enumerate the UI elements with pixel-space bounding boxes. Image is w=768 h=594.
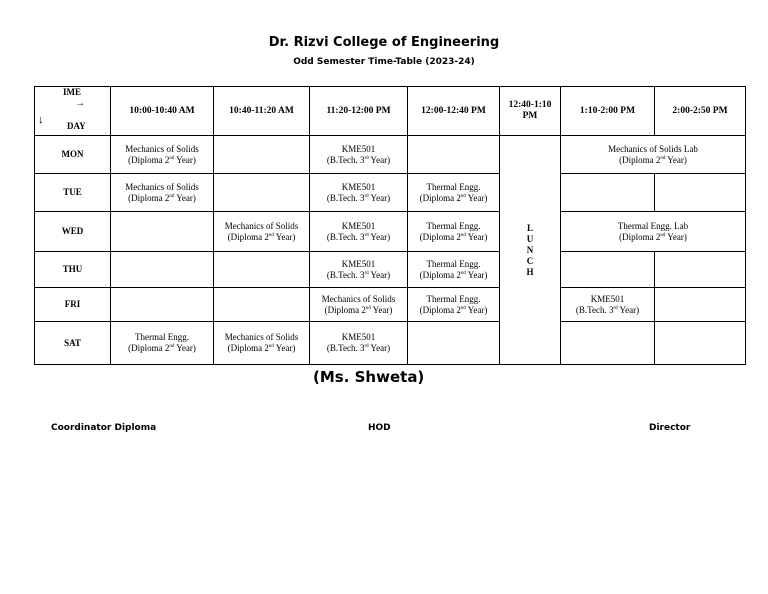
schedule-cell: Thermal Engg. (Diploma 2nd Year) [111, 322, 214, 365]
right-arrow-icon: → [75, 98, 85, 109]
director-signature-label: Director [649, 423, 691, 433]
lab-cell: Thermal Engg. Lab (Diploma 2nd Year) [561, 212, 746, 252]
day-label: THU [35, 252, 111, 288]
table-row [35, 322, 746, 365]
slot-header: 1:10-2:00 PM [561, 87, 655, 136]
empty-cell [655, 322, 746, 365]
slot-header: 12:00-12:40 PM [408, 87, 500, 136]
schedule-cell: KME501 (B.Tech. 3rd Year) [561, 288, 655, 322]
schedule-cell: Thermal Engg. (Diploma 2nd Year) [408, 288, 500, 322]
schedule-cell: Mechanics of Solids (Diploma 2nd Year) [111, 136, 214, 174]
empty-cell [111, 212, 214, 252]
coordinator-signature-label: Coordinator Diploma [51, 423, 157, 433]
schedule-cell: Mechanics of Solids (Diploma 2nd Year) [111, 174, 214, 212]
empty-cell [561, 252, 655, 288]
lab-cell: Mechanics of Solids Lab (Diploma 2nd Year) [561, 136, 746, 174]
hod-signature-label: HOD [368, 423, 391, 433]
day-label: FRI [35, 288, 111, 322]
corner-cell [35, 87, 111, 136]
slot-header: 12:40-1:10 PM [500, 87, 561, 136]
empty-cell [214, 136, 310, 174]
slot-header: 10:00-10:40 AM [111, 87, 214, 136]
empty-cell [214, 174, 310, 212]
schedule-cell: KME501 (B.Tech. 3rd Year) [310, 322, 408, 365]
table-row [35, 252, 746, 288]
schedule-cell: Thermal Engg. (Diploma 2nd Year) [408, 252, 500, 288]
timetable [34, 86, 746, 365]
day-label: SAT [35, 322, 111, 365]
schedule-cell: Thermal Engg. (Diploma 2nd Year) [408, 212, 500, 252]
schedule-cell: Mechanics of Solids (Diploma 2nd Year) [214, 322, 310, 365]
empty-cell [408, 136, 500, 174]
day-label: TUE [35, 174, 111, 212]
lunch-cell: L U N C H [500, 136, 561, 365]
college-title: Dr. Rizvi College of Engineering [268, 35, 500, 50]
empty-cell [655, 252, 746, 288]
table-row [35, 174, 746, 212]
table-row [35, 136, 746, 174]
slot-header: 10:40-11:20 AM [214, 87, 310, 136]
empty-cell [655, 174, 746, 212]
schedule-cell: KME501 (B.Tech. 3rd Year) [310, 212, 408, 252]
slot-header: 2:00-2:50 PM [655, 87, 746, 136]
slot-header: 11:20-12:00 PM [310, 87, 408, 136]
table-row [35, 288, 746, 322]
schedule-cell: KME501 (B.Tech. 3rd Year) [310, 174, 408, 212]
schedule-cell: KME501 (B.Tech. 3rd Year) [310, 136, 408, 174]
empty-cell [561, 322, 655, 365]
timetable-subtitle: Odd Semester Time-Table (2023-24) [293, 57, 475, 67]
corner-time-label: IME [63, 87, 81, 97]
down-arrow-icon: ↓ [38, 114, 44, 126]
day-label: MON [35, 136, 111, 174]
schedule-cell: KME501 (B.Tech. 3rd Year) [310, 252, 408, 288]
empty-cell [111, 288, 214, 322]
header-row [35, 87, 746, 136]
empty-cell [214, 252, 310, 288]
schedule-cell: Thermal Engg. (Diploma 2nd Year) [408, 174, 500, 212]
signer-name: (Ms. Shweta) [313, 368, 425, 386]
empty-cell [561, 174, 655, 212]
schedule-cell: Mechanics of Solids (Diploma 2nd Year) [214, 212, 310, 252]
empty-cell [214, 288, 310, 322]
schedule-cell: Mechanics of Solids (Diploma 2nd Year) [310, 288, 408, 322]
empty-cell [655, 288, 746, 322]
table-row [35, 212, 746, 252]
empty-cell [111, 252, 214, 288]
empty-cell [408, 322, 500, 365]
corner-day-label: DAY [67, 121, 86, 131]
day-label: WED [35, 212, 111, 252]
